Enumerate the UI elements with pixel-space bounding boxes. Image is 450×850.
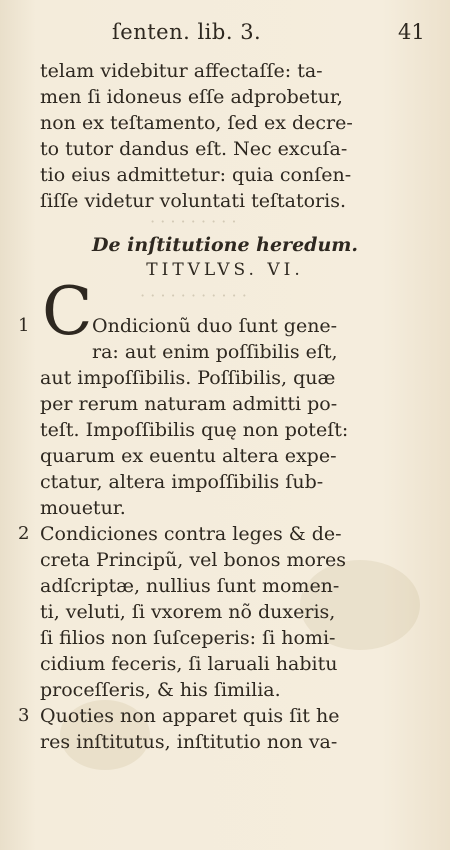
page-header — [0, 20, 450, 52]
text-line: res inſtitutus, inſtitutio non va- — [40, 731, 338, 753]
text-line: Condiciones contra leges & de- — [40, 523, 342, 545]
section-heading: De inſtitutione heredum. — [92, 234, 358, 256]
text-line: per rerum naturam admitti po- — [40, 393, 338, 415]
text-line: men ſi idoneus eſſe adprobetur, — [40, 86, 343, 108]
text-line: tio eius admittetur: quia conſen- — [40, 164, 352, 186]
text-line: to tutor dandus eſt. Nec excuſa- — [40, 138, 348, 160]
text-line: ti, veluti, ſi vxorem nõ duxeris, — [40, 601, 336, 623]
text-line: mouetur. — [40, 497, 126, 519]
text-line: teſt. Impoſſibilis quę non poteſt: — [40, 419, 349, 441]
text-line: aut impoſſibilis. Poſſibilis, quæ — [40, 367, 336, 389]
show-through: · · · · · · · · · · · — [140, 286, 247, 305]
show-through: · · · · · · · · · — [150, 212, 237, 231]
text-line: cidium feceris, ſi laruali habitu — [40, 653, 338, 675]
paragraph-number: 2 — [18, 523, 30, 544]
text-line: adſcriptæ, nullius ſunt momen- — [40, 575, 340, 597]
section-title: TITVLVS. VI. — [146, 260, 304, 280]
text-line: ſiſſe videtur voluntati teſtatoris. — [40, 190, 347, 212]
text-line: Ondicionũ duo ſunt gene- — [92, 315, 338, 337]
text-line: non ex teſtamento, ſed ex decre- — [40, 112, 353, 134]
page-number: 41 — [398, 20, 425, 44]
text-line: ſi filios non ſuſceperis: ſi homi- — [40, 627, 336, 649]
text-line: telam videbitur affectaſſe: ta- — [40, 60, 323, 82]
paragraph-number: 3 — [18, 705, 30, 726]
text-line: creta Principũ, vel bonos mores — [40, 549, 347, 571]
running-head: ſenten. lib. 3. — [112, 20, 262, 44]
text-line: ctatur, altera impoſſibilis ſub- — [40, 471, 324, 493]
text-line: quarum ex euentu altera expe- — [40, 445, 337, 467]
paragraph-number: 1 — [18, 315, 30, 336]
text-line: ra: aut enim poſſibilis eſt, — [92, 341, 338, 363]
text-line: Quoties non apparet quis ſit he — [40, 705, 340, 727]
text-line: proceſſeris, & his ſimilia. — [40, 679, 281, 701]
drop-cap: C — [42, 273, 93, 350]
